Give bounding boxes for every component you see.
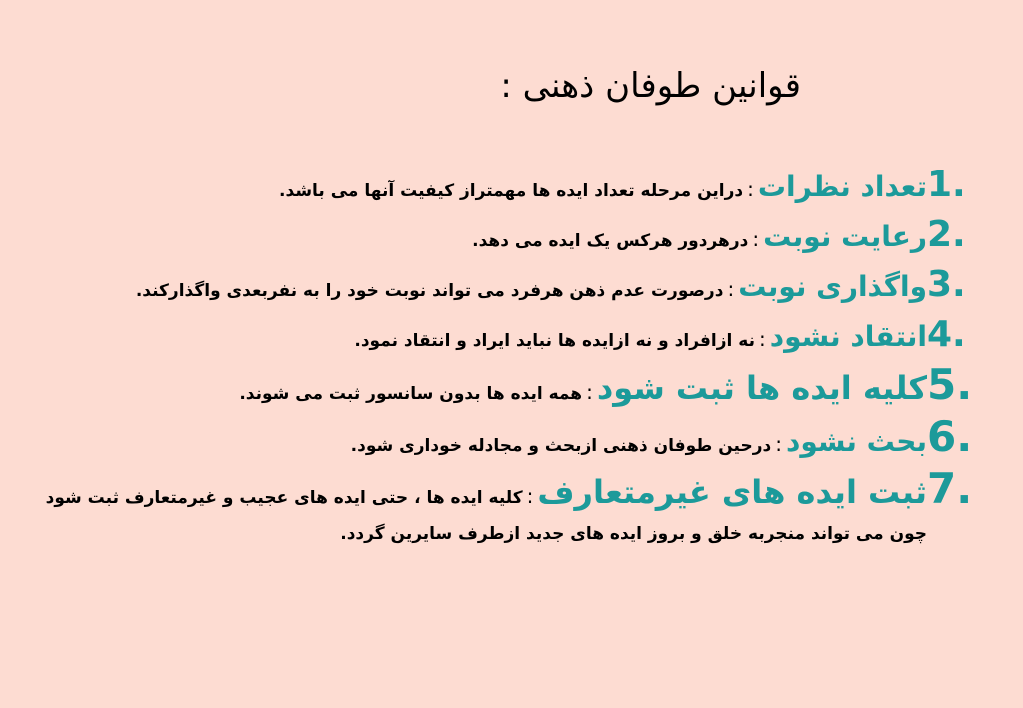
slide-title: قوانین طوفان ذهنی : xyxy=(500,66,801,106)
list-item xyxy=(31,260,993,310)
item-separator: : xyxy=(752,227,760,251)
item-separator: : xyxy=(775,432,782,456)
item-number: 2. xyxy=(927,214,966,255)
list-item xyxy=(31,464,993,552)
item-number: 7. xyxy=(927,464,973,513)
rules-list xyxy=(31,160,993,552)
list-item xyxy=(31,412,993,464)
item-term: تعداد نظرات xyxy=(757,170,927,203)
item-description: درحین طوفان ذهنی ازبحث و مجادله خوداری شود. xyxy=(350,436,772,456)
item-description: کلیه ایده ها ، حتی ایده های عجیب و غیرمتعارف ثبت شود چون می تواند منجربه خلق و بروز ایده های جدید ازطرف سایرین گردد. xyxy=(45,488,927,544)
item-separator: : xyxy=(526,484,534,508)
item-body xyxy=(31,219,927,259)
item-term: رعایت نوبت xyxy=(763,220,927,253)
item-number: 4. xyxy=(927,314,966,355)
item-body xyxy=(31,269,927,309)
item-body xyxy=(31,169,927,209)
item-number: 6. xyxy=(927,412,973,461)
item-separator: : xyxy=(758,327,766,351)
item-body xyxy=(31,474,927,552)
item-description: درصورت عدم ذهن هرفرد می تواند نوبت خود را به نفربعدی واگذارکند. xyxy=(135,281,724,301)
item-body xyxy=(31,370,927,412)
item-number: 5. xyxy=(927,360,973,409)
list-item xyxy=(31,210,993,260)
list-item xyxy=(31,360,993,412)
item-body xyxy=(31,424,927,464)
item-number: 3. xyxy=(927,264,966,305)
item-description: دراین مرحله تعداد ایده ها مهمتراز کیفیت آنها می باشد. xyxy=(279,181,744,201)
item-term: واگذاری نوبت xyxy=(738,270,927,303)
item-body xyxy=(31,319,927,359)
item-term: ثبت ایده های غیرمتعارف xyxy=(537,473,927,511)
item-term: بحث نشود xyxy=(785,425,927,458)
item-term: کلیه ایده ها ثبت شود xyxy=(596,369,927,407)
list-item xyxy=(31,310,993,360)
item-separator: : xyxy=(747,177,754,201)
item-term: انتقاد نشود xyxy=(769,320,927,353)
item-description: همه ایده ها بدون سانسور ثبت می شوند. xyxy=(239,384,583,404)
item-description: نه ازافراد و نه ازایده ها نباید ایراد و انتقاد نمود. xyxy=(354,331,755,351)
item-separator: : xyxy=(586,380,593,404)
item-separator: : xyxy=(727,277,735,301)
item-number: 1. xyxy=(927,164,966,205)
item-description: درهردور هرکس یک ایده می دهد. xyxy=(472,231,749,251)
list-item xyxy=(31,160,993,210)
